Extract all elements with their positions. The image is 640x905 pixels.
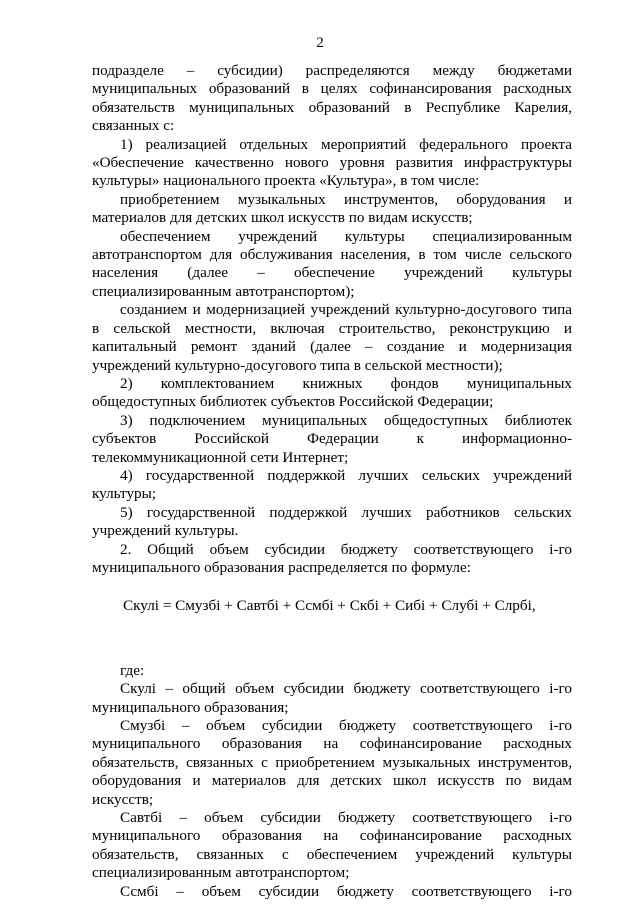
list-item-4: 4) государственной поддержкой лучших сельских учреждений культуры; [92,466,572,503]
section-2-paragraph: 2. Общий объем субсидии бюджету соответствующего i-го муниципального образования распределяется по формуле: [92,540,572,576]
definition-smuzb: Смузбі – объем субсидии бюджету соответствующего i-го муниципального образования на софинансирование расходных обязательств, связанных с приобретением музыкальных инструментов, оборудования и материалов для детских школ искусств по видам искусств; [92,717,572,808]
list-item-3: 3) подключением муниципальных общедоступных библиотек субъектов Российской Федерации к информационно-телекоммуникационной сети Интернет; [92,411,572,466]
paragraph-intro-continuation: подразделе – субсидии) распределяются между бюджетами муниципальных образований в целях софинансирования расходных обязательств муниципальных образований в Республике Карелия, связанных с: [92,62,572,135]
list-item-2: 2) комплектованием книжных фондов муниципальных общедоступных библиотек субъектов Российской Федерации; [92,374,572,411]
subitem-cultural-leisure: созданием и модернизацией учреждений культурно-досугового типа в сельской местности, включая строительство, реконструкцию и капитальный ремонт зданий (далее – создание и модернизация учреждений культурно-досугового типа в сельской местности); [92,301,572,374]
subitem-autotransport: обеспечением учреждений культуры специализированным автотранспортом для обслуживания населения, в том числе сельского населения (далее – обеспечение учреждений культуры специализированным автотранспортом); [92,227,572,300]
list-item-5: 5) государственной поддержкой лучших работников сельских учреждений культуры. [92,503,572,540]
definition-savtb: Савтбі – объем субсидии бюджету соответствующего i-го муниципального образования на софинансирование расходных обязательств, связанных с обеспечением учреждений культуры специализированным автотранспортом; [92,809,572,882]
page-number: 2 [316,35,324,51]
definition-ssmb: Ссмбі – объем субсидии бюджету соответствующего i-го [120,882,572,900]
subitem-instruments: приобретением музыкальных инструментов, оборудования и материалов для детских школ искусств по видам искусств; [92,190,572,227]
document-body [92,62,572,901]
definition-skul: Скулі – общий объем субсидии бюджету соответствующего i-го муниципального образования; [92,680,572,716]
where-label: где: [120,661,145,679]
list-item-1: 1) реализацией отдельных мероприятий федерального проекта «Обеспечение качественно нового уровня развития инфраструктуры культуры» национального проекта «Культура», в том числе: [92,135,572,190]
formula: Скулі = Смузбі + Савтбі + Ссмбі + Скбі + Сибі + Слубі + Слрбі, [123,597,536,615]
